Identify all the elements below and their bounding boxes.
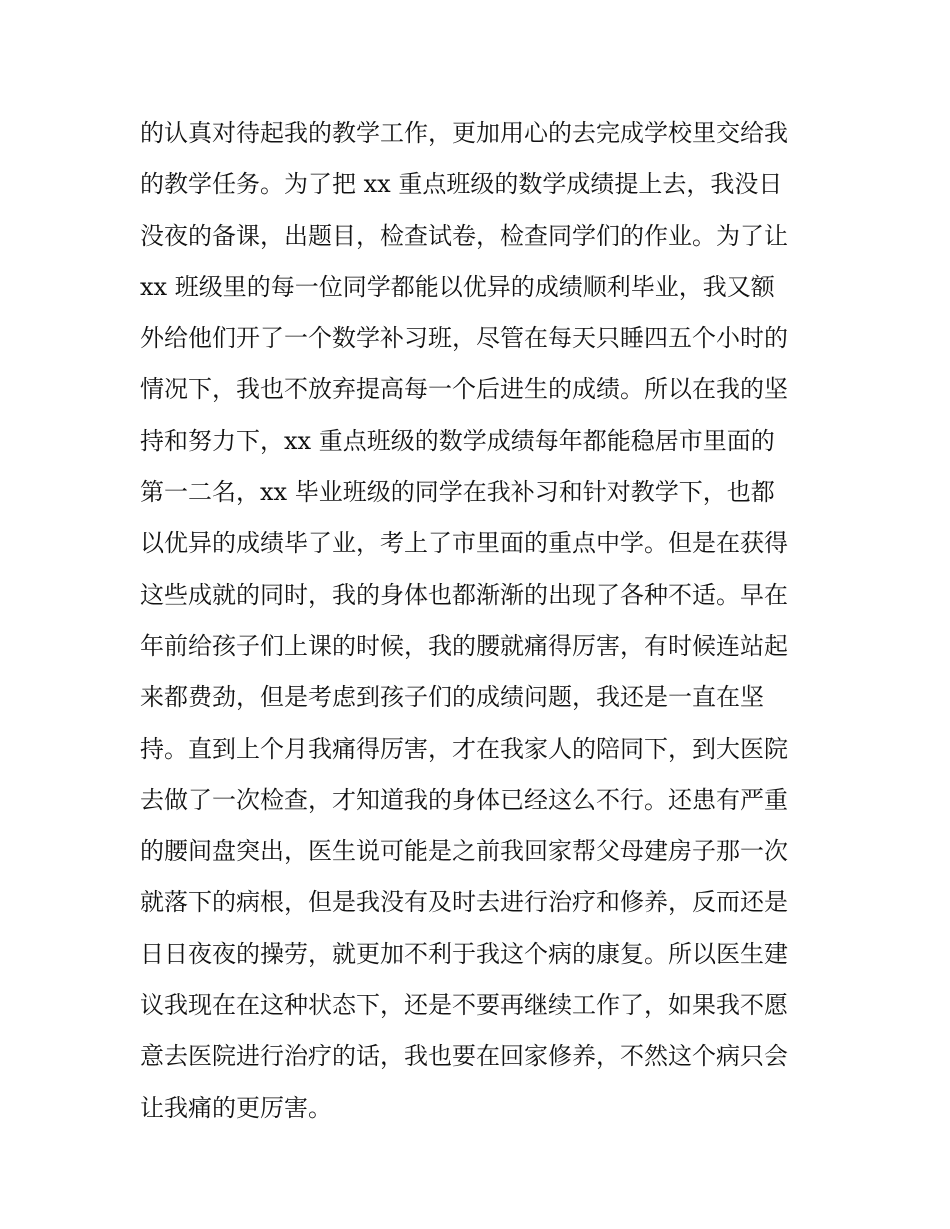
text-line: 意去医院进行治疗的话，我也要在回家修养，不然这个病只会 [140, 1042, 788, 1071]
text-line: 没夜的备课，出题目，检查试卷，检查同学们的作业。为了让 [140, 221, 788, 250]
text-line: 的腰间盘突出，医生说可能是之前我回家帮父母建房子那一次 [140, 837, 788, 866]
text-line: 持。直到上个月我痛得厉害，才在我家人的陪同下，到大医院 [140, 734, 788, 763]
text-line: 去做了一次检查，才知道我的身体已经这么不行。还患有严重 [140, 785, 788, 814]
text-line: 议我现在在这种状态下，还是不要再继续工作了，如果我不愿 [140, 991, 788, 1020]
text-line: 的教学任务。为了把 xx 重点班级的数学成绩提上去，我没日 [140, 170, 783, 199]
text-line: 外给他们开了一个数学补习班，尽管在每天只睡四五个小时的 [140, 324, 788, 353]
text-line: 这些成就的同时，我的身体也都渐渐的出现了各种不适。早在 [140, 580, 788, 609]
text-line: 来都费劲，但是考虑到孩子们的成绩问题，我还是一直在坚 [140, 683, 764, 712]
text-line: 持和努力下，xx 重点班级的数学成绩每年都能稳居市里面的 [140, 426, 775, 455]
text-line: 以优异的成绩毕了业，考上了市里面的重点中学。但是在获得 [140, 529, 788, 558]
text-line: xx 班级里的每一位同学都能以优异的成绩顺利毕业，我又额 [140, 272, 775, 301]
text-line: 让我痛的更厉害。 [140, 1093, 332, 1122]
text-line: 日日夜夜的操劳，就更加不利于我这个病的康复。所以医生建 [140, 939, 788, 968]
text-line: 第一二名，xx 毕业班级的同学在我补习和针对教学下，也都 [140, 478, 775, 507]
text-line: 年前给孩子们上课的时候，我的腰就痛得厉害，有时候连站起 [140, 631, 788, 660]
text-line: 情况下，我也不放弃提高每一个后进生的成绩。所以在我的坚 [140, 375, 788, 404]
body-text [140, 108, 820, 1134]
text-line: 就落下的病根，但是我没有及时去进行治疗和修养，反而还是 [140, 888, 788, 917]
text-line: 的认真对待起我的教学工作，更加用心的去完成学校里交给我 [140, 119, 788, 147]
